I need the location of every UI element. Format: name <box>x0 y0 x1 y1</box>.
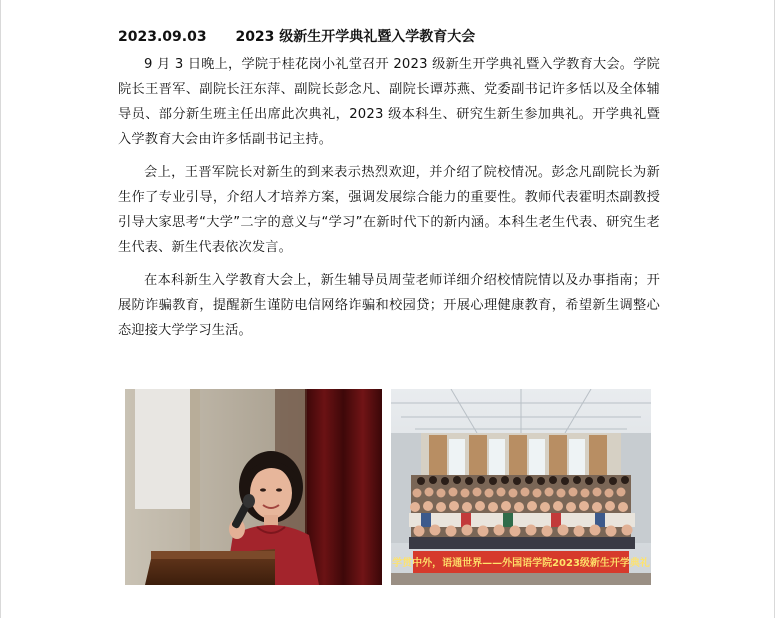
group-photo <box>391 389 651 585</box>
article-title: 2023 级新生开学典礼暨入学教育大会 <box>235 29 476 45</box>
banner-text: 学贯中外，语通世界——外国语学院2023级新生开学典礼 <box>392 558 650 569</box>
page-border-left <box>0 0 1 618</box>
group-photo-illustration <box>391 389 651 585</box>
article <box>118 28 660 351</box>
speaker-photo-illustration <box>125 389 382 585</box>
paragraph-2: 会上，王晋军院长对新生的到来表示热烈欢迎，并介绍了院校情况。彭念凡副院长为新生作了专业引导，介绍人才培养方案，强调发展综合能力的重要性。教师代表霍明杰副教授引导大家思考“大学”二字的意义与“学习”在新时代下的新内涵。本科生老生代表、研究生老生代表、新生代表依次发言。 <box>118 165 660 255</box>
article-heading <box>118 28 660 46</box>
paragraph-1: 9 月 3 日晚上，学院于桂花岗小礼堂召开 2023 级新生开学典礼暨入学教育大会。学院院长王晋军、副院长汪东萍、副院长彭念凡、副院长谭苏燕、党委副书记许多恬以及全体辅导员、部分新生班主任出席此次典礼，2023 级本科生、研究生新生参加典礼。开学典礼暨入学教育大会由许多恬副书记主持。 <box>118 57 660 147</box>
photo-row <box>125 389 651 585</box>
article-date: 2023.09.03 <box>118 29 207 45</box>
speaker-photo <box>125 389 382 585</box>
paragraph-3: 在本科新生入学教育大会上，新生辅导员周莹老师详细介绍校情院情以及办事指南；开展防诈骗教育，提醒新生谨防电信网络诈骗和校园贷；开展心理健康教育，希望新生调整心态迎接大学学习生活。 <box>118 273 660 338</box>
